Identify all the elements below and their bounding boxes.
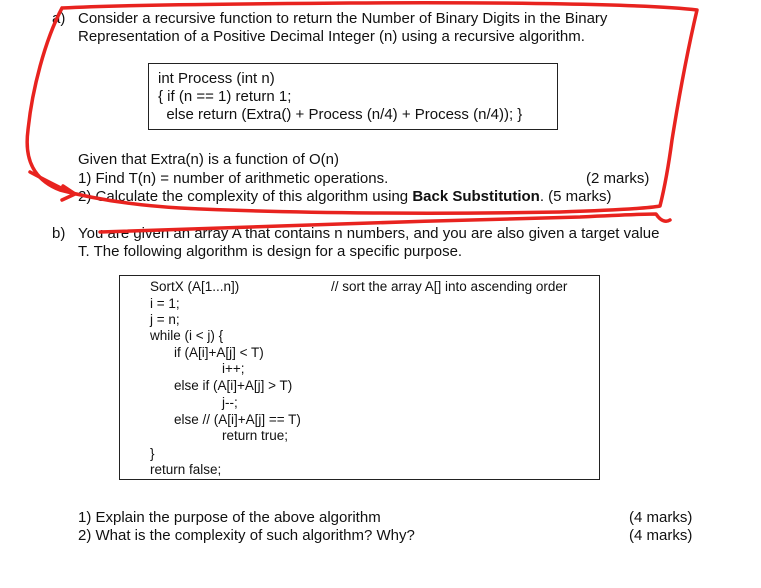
part-a-q2-marks: . (5 marks) [539, 188, 612, 205]
code-comment: // sort the array A[] into ascending order [331, 279, 568, 294]
code-line-if: if (A[i]+A[j] < T) [174, 345, 264, 360]
arrow-shaft [30, 172, 74, 194]
code-line-dec: j--; [222, 395, 238, 410]
part-a-label: a) [52, 10, 66, 27]
part-b-q2-marks: (4 marks) [629, 527, 693, 544]
part-b-q1-marks: (4 marks) [629, 509, 693, 526]
code-line-i: i = 1; [150, 296, 180, 311]
code-line-else: else // (A[i]+A[j] == T) [174, 412, 301, 427]
part-b-question-line2: T. The following algorithm is design for a specific purpose. [78, 243, 463, 260]
code-line-inc: i++; [222, 361, 245, 376]
part-a-question-line1: Consider a recursive function to return the Number of Binary Digits in the Binary [78, 10, 608, 27]
part-a-q1-marks: (2 marks) [586, 170, 650, 187]
part-b-q1: 1) Explain the purpose of the above algorithm [78, 509, 381, 526]
part-a-q1: 1) Find T(n) = number of arithmetic operations. [78, 170, 389, 187]
arrow-head [62, 186, 75, 200]
part-a-code-line3: else return (Extra() + Process (n/4) + Process (n/4)); } [158, 106, 523, 123]
part-a-q2-text: 2) Calculate the complexity of this algorithm using [78, 188, 413, 205]
part-b-q2: 2) What is the complexity of such algorithm? Why? [78, 527, 415, 544]
part-b-question-line1: You are given an array A that contains n numbers, and you are also given a target value [78, 225, 660, 242]
part-a-given: Given that Extra(n) is a function of O(n) [78, 151, 339, 168]
part-a-code-line1: int Process (int n) [158, 70, 275, 87]
part-a-code-line2: { if (n == 1) return 1; [158, 88, 292, 105]
code-line-while: while (i < j) { [150, 328, 224, 343]
code-line-return-true: return true; [222, 428, 289, 443]
code-line-close: } [150, 446, 155, 461]
code-line-elseif: else if (A[i]+A[j] > T) [174, 378, 293, 393]
part-a-question-line2: Representation of a Positive Decimal Integer (n) using a recursive algorithm. [78, 28, 585, 45]
code-header: SortX (A[1...n]) [150, 279, 240, 294]
code-line-j: j = n; [150, 312, 180, 327]
part-b-label: b) [52, 225, 66, 242]
code-line-return-false: return false; [150, 462, 222, 477]
part-a-q2 [78, 188, 612, 206]
part-a-q2-bold: Back Substitution [412, 188, 540, 205]
